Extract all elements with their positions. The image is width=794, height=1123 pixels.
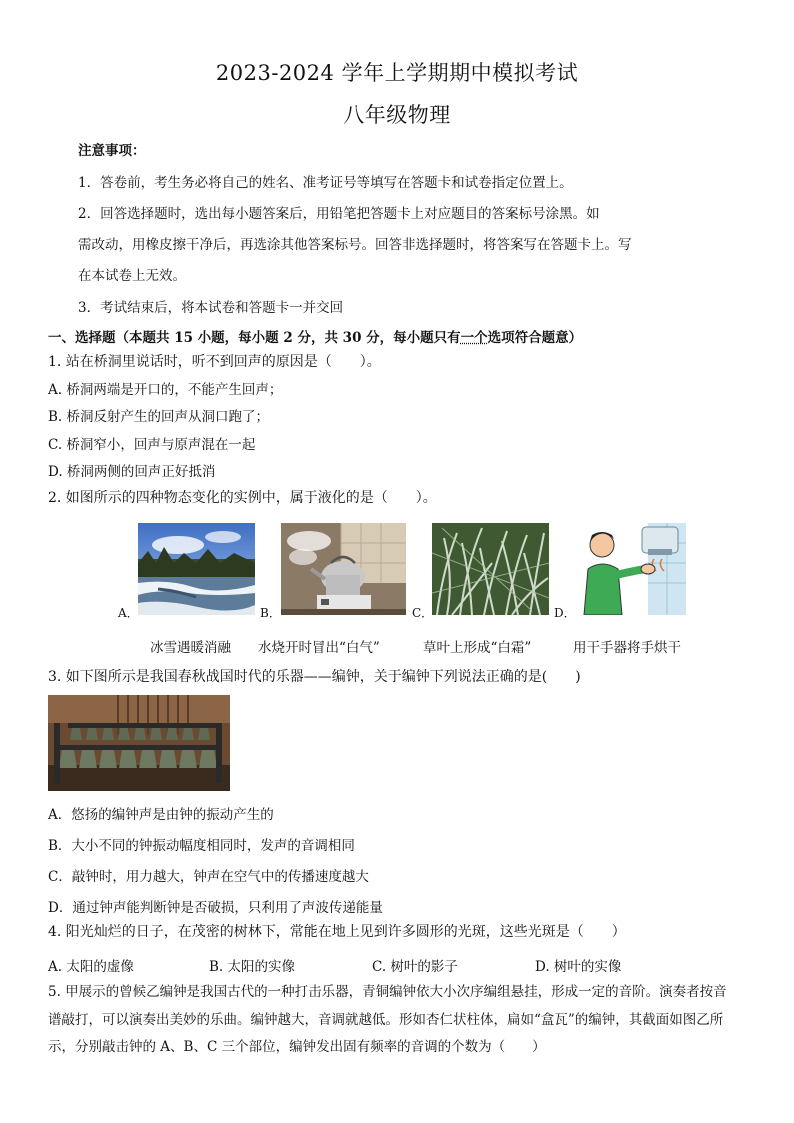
option: B. 太阳的实像 bbox=[209, 959, 296, 975]
image-caption: 冰雪遇暖消融 bbox=[150, 640, 231, 656]
option: D. 桥洞两侧的回声正好抵消 bbox=[48, 464, 216, 480]
question-stem-continued: 示，分别敲击钟的 A、B、C 三个部位，编钟发出固有频率的音调的个数为（ ） bbox=[48, 1039, 546, 1055]
option: D．通过钟声能判断钟是否破损，只利用了声波传递能量 bbox=[48, 900, 383, 916]
option: B．大小不同的钟振动幅度相同时，发声的音调相同 bbox=[48, 838, 355, 854]
question-stem-continued: 谱敲打，可以演奏出美妙的乐曲。编钟越大，音调就越低。形如杏仁状柱体，扁如“盒瓦”的编钟，其截面如图乙所 bbox=[48, 1012, 724, 1028]
question-stem: 2. 如图所示的四种物态变化的实例中，属于液化的是（ ）。 bbox=[48, 490, 437, 506]
notice-item: 需改动，用橡皮擦干净后，再选涂其他答案标号。回答非选择题时，将答案写在答题卡上。写 bbox=[78, 237, 632, 253]
option: C. 树叶的影子 bbox=[372, 959, 458, 975]
option: C．敲钟时，用力越大，钟声在空气中的传播速度越大 bbox=[48, 869, 369, 885]
option-letter: C． bbox=[412, 606, 434, 620]
question-stem: 5. 甲展示的曾候乙编钟是我国古代的一种打击乐器，青铜编钟依大小次序编组悬挂，形成一定的音阶。演奏者按音 bbox=[48, 984, 727, 1000]
section-heading-emphasis: 一个 bbox=[460, 330, 488, 346]
option: A. 桥洞两端是开口的，不能产生回声； bbox=[48, 382, 283, 398]
option: A. 太阳的虚像 bbox=[48, 959, 134, 975]
notice-item: 1．答卷前，考生务必将自己的姓名、准考证号等填写在答题卡和试卷指定位置上。 bbox=[78, 175, 573, 191]
option-letter: D． bbox=[554, 606, 576, 620]
notice-item: 2．回答选择题时，选出每小题答案后，用铅笔把答题卡上对应题目的答案标号涂黑。如 bbox=[78, 206, 600, 222]
question-stem: 4. 阳光灿烂的日子，在茂密的树林下，常能在地上见到许多圆形的光斑，这些光斑是（ ） bbox=[48, 924, 626, 940]
option-letter: A． bbox=[118, 606, 139, 620]
notice-item: 在本试卷上无效。 bbox=[78, 268, 186, 284]
hand-dryer-image bbox=[576, 523, 686, 615]
option: A．悠扬的编钟声是由钟的振动产生的 bbox=[48, 807, 274, 823]
question-stem: 1. 站在桥洞里说话时，听不到回声的原因是（ ）。 bbox=[48, 354, 381, 370]
question-stem: 3. 如下图所示是我国春秋战国时代的乐器——编钟，关于编钟下列说法正确的是( ) bbox=[48, 669, 581, 685]
option: B. 桥洞反射产生的回声从洞口跑了； bbox=[48, 409, 270, 425]
bianzhong-image bbox=[48, 695, 230, 791]
exam-subtitle: 八年级物理 bbox=[343, 103, 451, 127]
frost-grass-image bbox=[432, 523, 549, 615]
section-heading-post: 选项符合题意） bbox=[487, 330, 583, 346]
image-caption: 草叶上形成“白霜” bbox=[423, 640, 532, 656]
notice-item: 3．考试结束后，将本试卷和答题卡一并交回 bbox=[78, 300, 344, 316]
option: C. 桥洞窄小，回声与原声混在一起 bbox=[48, 437, 256, 453]
exam-title: 2023-2024 学年上学期期中模拟考试 bbox=[215, 61, 579, 85]
option-letter: B． bbox=[260, 606, 281, 620]
melting-snow-image bbox=[138, 523, 255, 615]
image-caption: 用干手器将手烘干 bbox=[573, 640, 681, 656]
boiling-kettle-image bbox=[281, 523, 406, 615]
notice-heading: 注意事项： bbox=[78, 143, 146, 159]
option: D. 树叶的实像 bbox=[535, 959, 622, 975]
image-caption: 水烧开时冒出“白气” bbox=[258, 640, 380, 656]
section-heading bbox=[48, 326, 582, 346]
section-heading-pre: 一、选择题（本题共 15 小题，每小题 2 分，共 30 分，每小题只有 bbox=[48, 330, 461, 346]
